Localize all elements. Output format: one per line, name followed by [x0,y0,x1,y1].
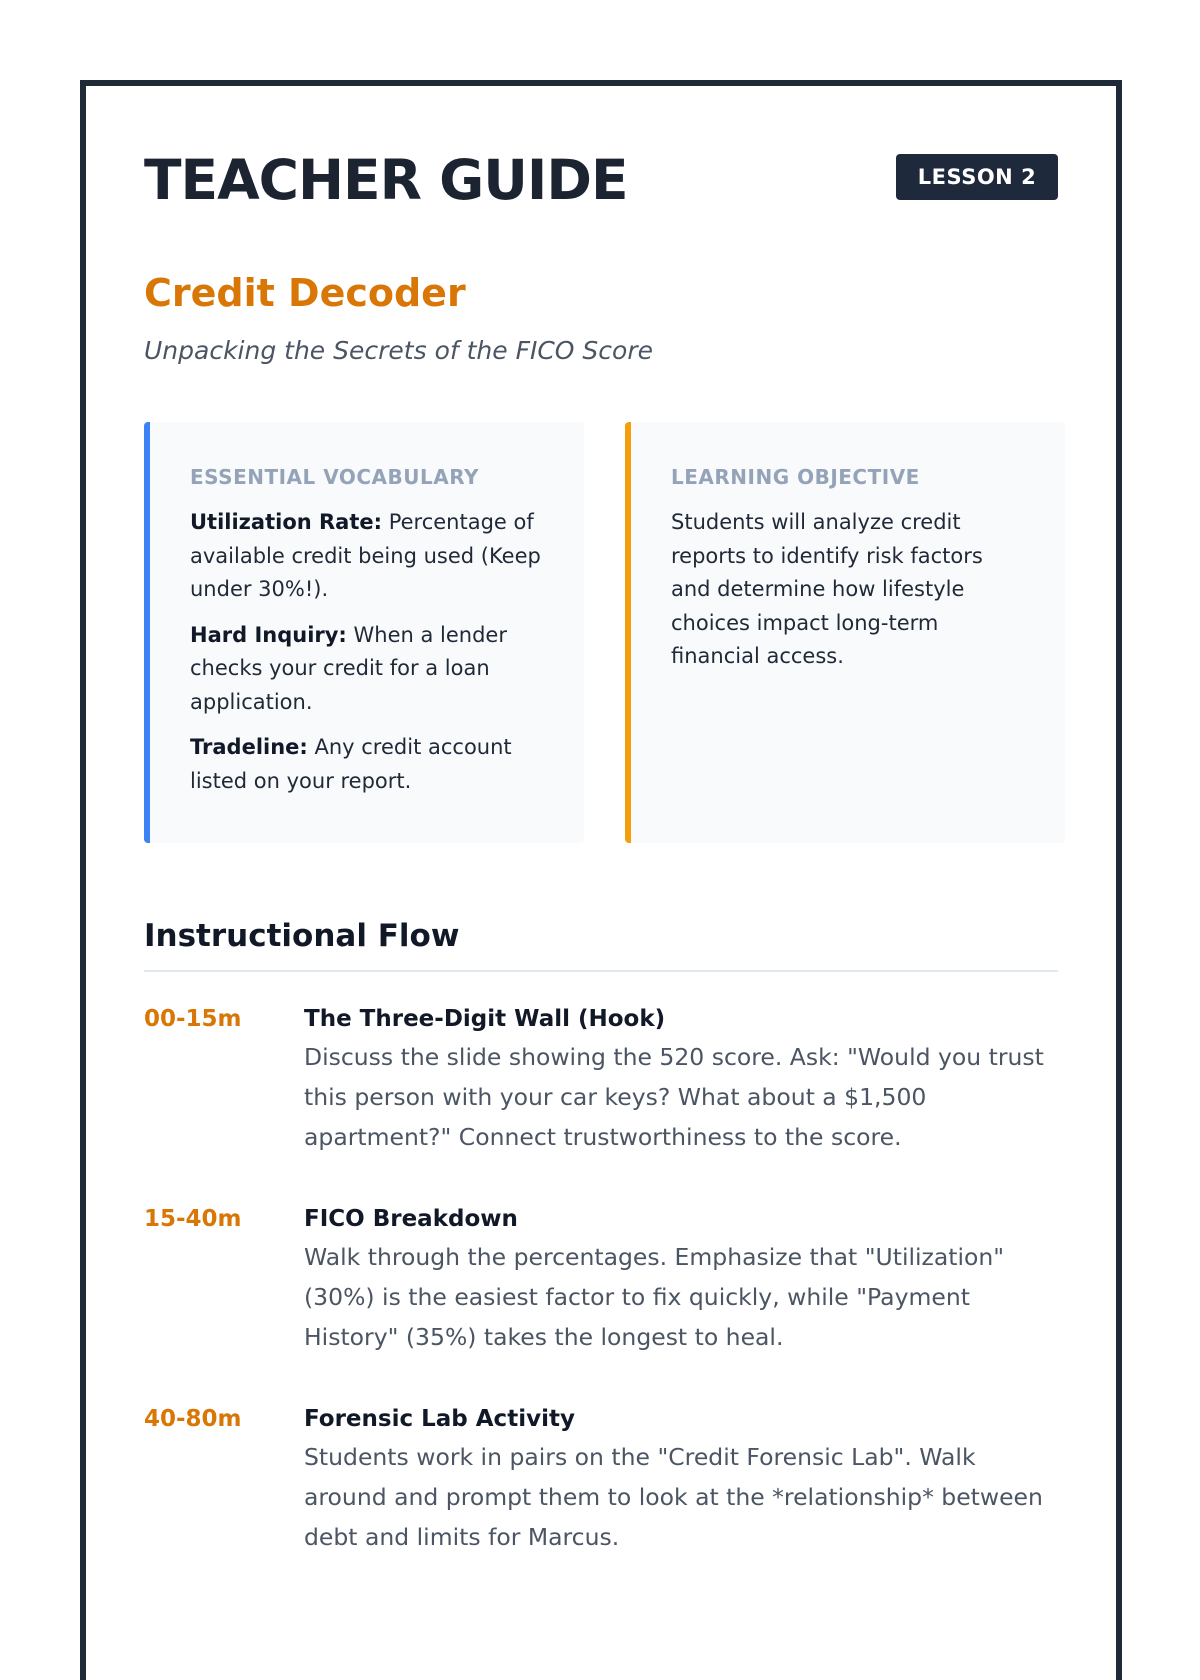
flow-step-description: Students work in pairs on the "Credit Forensic Lab". Walk around and prompt them to look at the *relationship* between debt and limits for Marcus. [304,1443,1043,1551]
lesson-title: Credit Decoder [144,271,466,315]
flow-step-title: FICO Breakdown [304,1206,518,1232]
vocab-term: Utilization Rate: [190,510,383,534]
flow-step-time: 00-15m [144,1006,242,1032]
flow-step-title: Forensic Lab Activity [304,1406,575,1432]
objective-card [625,422,1065,843]
vocab-term: Hard Inquiry: [190,622,347,647]
flow-step-description: Discuss the slide showing the 520 score. Ask: "Would you trust this person with your car keys? What about a $1,500 apartment?" Connect trustworthiness to the score. [304,1043,1044,1151]
guide-header [144,150,1058,210]
flow-step-body [304,1201,1058,1357]
vocabulary-card [144,422,584,843]
flow-step-title: The Three-Digit Wall (Hook) [304,1006,666,1032]
objective-text: Students will analyze credit reports to identify risk factors and determine how lifestyle choices impact long-term financial access. [671,510,983,668]
lesson-badge: LESSON 2 [896,154,1058,200]
flow-step-time: 40-80m [144,1406,242,1432]
flow-step-time: 15-40m [144,1206,242,1232]
flow-step-body [304,1401,1058,1557]
objective-label: LEARNING OBJECTIVE [671,465,920,489]
vocab-definition: Any credit account listed on your report. [190,735,512,793]
vocab-term: Tradeline: [190,735,308,759]
flow-step-description: Walk through the percentages. Emphasize that "Utilization" (30%) is the easiest factor to fix quickly, while "Payment History" (35%) takes the longest to heal. [304,1243,1005,1351]
page-title: TEACHER GUIDE [144,148,628,212]
vocab-definition: When a lender checks your credit for a loan application. [190,622,507,714]
instructional-flow-heading: Instructional Flow [144,918,460,954]
lesson-tagline: Unpacking the Secrets of the FICO Score [144,336,653,365]
flow-step-body [304,1001,1058,1157]
vocab-item [190,731,544,798]
vocabulary-label: ESSENTIAL VOCABULARY [190,465,480,489]
flow-step [144,1401,1058,1601]
flow-step [144,1001,1058,1201]
vocab-item [190,619,544,720]
section-divider [144,970,1058,972]
teacher-guide-page [80,80,1122,1680]
vocab-item [190,506,544,607]
instructional-flow-list [144,1001,1058,1601]
vocab-definition: Percentage of available credit being used (Keep under 30%!). [190,510,541,601]
flow-step [144,1201,1058,1401]
